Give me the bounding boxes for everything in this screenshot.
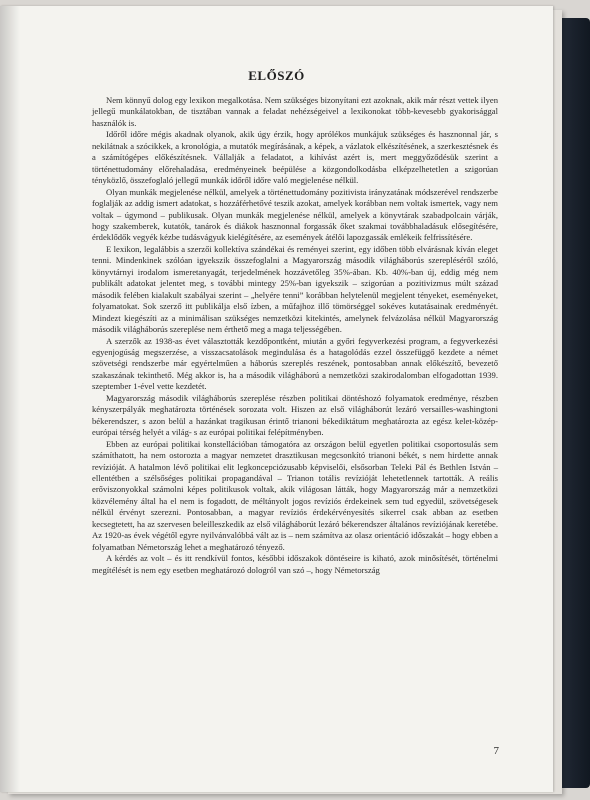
book-page — [0, 6, 553, 792]
paragraph-3: Olyan munkák megjelenése nélkül, amelyek a történettudomány pozitivista irányzatának módszerével rendszerbe foglalják az addig ismert adatokat, s hozzáférhetővé teszik azokat, amelyek korábban nem voltak ismertek, vagy nem voltak – úgymond – publikusak. Olyan munkák megjelenése nélkül, amelyek a könyvtárak szabadpolcain várják, hogy szakemberek, kutatók, tanárok és diákok hasznonnal forgassák őket szakmai továbbhaladásuk elősegítésére, érdeklődők vegyék kézbe tudásvágyuk kielégítésére, az események átélői lapozgassák emlékeik felfrissítésére. — [92, 186, 498, 243]
paragraph-6: Magyarország második világháborús szereplése részben politikai döntéshozó folyamatok eredménye, részben kényszerpályák meghatározta történések sorozata volt. Hiszen az első világháborút lezáró versailles-washingtoni békerendszer, s azon belül a hazánkat tragikusan érintő trianoni békediktátum meghatározta az egész kelet-közép-európai térség helyét a világ- s az európai politikai felépítményben. — [92, 392, 498, 438]
paragraph-7: Ebben az európai politikai konstellációban támogatóra az országon belül egyetlen politikai csoportosulás sem számíthatott, ha nem ostorozta a magyar nemzetet drasztikusan megcsonkító trianoni békét, s nem hirdette annak revízióját. A hatalmon lévő politikai elit legkoncepciózusabb képviselői, elsősorban Teleki Pál és Bethlen István – ellentétben a szélsőséges politikai propagandával – Trianon totális revízióját lehetetlennek tartották. A reális erőviszonyokkal számolni képes politikusok voltak, akik világosan látták, hogy Magyarország már a nemzetközi közvélemény által ha el nem is fogadott, de méltányolt jogos revíziós érdekeinek sem tud egyedül, szövetségesek nélkül érvényt szerezni. Pontosabban, a magyar revíziós érdekérvényesítés sikerrel csak abban az esetben kecsegtetett, ha az szervesen beleilleszkedik az első világháborút lezáró békerendszer általános revíziójának keretébe. Az 1920-as évek végétől egyre nyilvánvalóbbá vált az is – nem számítva az olasz orientáció időszakát – hogy ebben a folyamatban Németország lehet a meghatározó tényező. — [92, 438, 498, 552]
page-gutter-shadow — [0, 6, 20, 792]
paragraph-2: Időről időre mégis akadnak olyanok, akik úgy érzik, hogy aprólékos munkájuk szükséges és hasznonnal jár, s nekilátnak a szócikkek, a kronológia, a mutatók megírásának, a képek, a vázlatok elkészítésének, a szerkesztésnek és a számítógépes előkészítésnek. Vállalják a feladatot, a kihívást azért is, mert meggyőződésük szerint a történettudomány előrehaladása, eredményeinek beépülése a közgondolkodásba elképzelhetetlen a szigorúan tényközlő, összefoglaló jellegű munkák időről időre való megjelenése nélkül. — [92, 129, 498, 186]
paragraph-1: Nem könnyű dolog egy lexikon megalkotása. Nem szükséges bizonyítani ezt azoknak, akik már részt vettek ilyen jellegű munkálatokban, de tisztában vannak a feladat nehézségeivel a lexikonokat több-kevesebb gyakorisággal használók is. — [92, 95, 498, 128]
paragraph-4: E lexikon, legalábbis a szerzői kollektíva szándékai és reményei szerint, egy időben több elvárásnak kíván eleget tenni. Mindenkinek szólóan igyekszik összefoglalni a Magyarország második világháborús szerepléséről szóló, könyvtárnyi irodalom ismeretanyagát, terjedelmének hozzávetőleg 35%-ában. Kb. 40%-ban új, eddig még nem publikált adatokat jelentet meg, s további mintegy 25%-ban igyekszik – szigorúan a pozitivizmus múlt század második felében kialakult szabályai szerint – „helyére tenni” korábban helytelenül megjelent tényeket, eseményeket, folyamatokat. Sok szerző itt publikálja első ízben, a műfajhoz illő tömörséggel sokéves kutatásainak eredményét. Mindezt kiegészíti az a minimálisan szükséges nemzetközi kitekintés, amelynek felvázolása nélkül Magyarország második világháborús szereplése nem érthető meg a maga teljességében. — [92, 243, 498, 335]
page-number: 7 — [493, 745, 499, 757]
paragraph-8: A kérdés az volt – és itt rendkívül fontos, későbbi időszakok döntéseire is kiható, azok minősítését, történelmi megítélését is nem egy esetben meghatározó dologról van szó –, hogy Németország — [92, 553, 498, 575]
body-text — [92, 95, 498, 576]
paragraph-5: A szerzők az 1938-as évet választották kezdőpontként, miután a győri fegyverkezési program, a fegyverkezési egyenjogúság megszerzése, a visszacsatolások megindulása és a hatagolódás ezzel összefüggő kezdete a német szövetségi rendszerbe már egyértelműen a háborús szereplés reszének, pontosabban annak előkészítő, bevezető szakaszának tekinthető. Még akkor is, ha a második világháború a nemzetközi szakirodalomban elfogadottan 1939. szeptember 1-ével vette kezdetét. — [92, 335, 498, 392]
page-title: ELŐSZÓ — [248, 68, 305, 83]
